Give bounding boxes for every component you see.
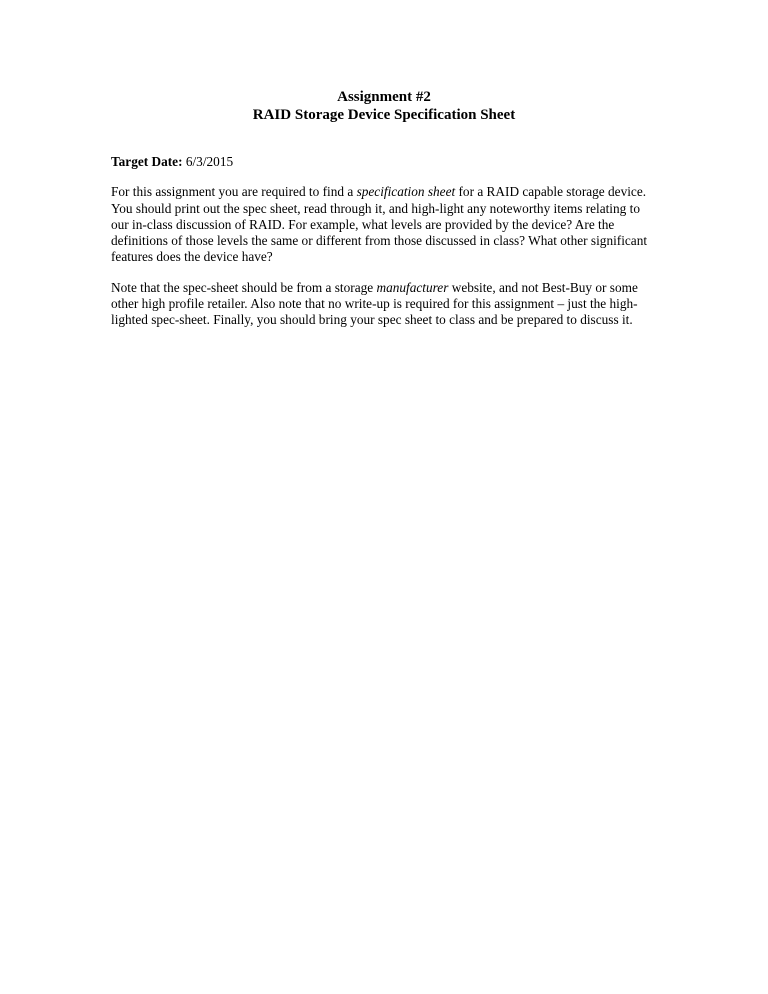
title-line-subject: RAID Storage Device Specification Sheet <box>252 107 516 123</box>
notes-paragraph <box>111 280 659 329</box>
notes-text-2: website, and not Best-Buy or some other high profile retailer. Also note that no write-up is required for this assignment – just the high-lighted spec-sheet. Finally, you should bring your spec sheet to class and be prepared to discuss it. <box>111 279 638 328</box>
title-line-assignment: Assignment #2 <box>337 89 431 105</box>
target-date-line <box>111 154 659 170</box>
document-title <box>0 88 768 124</box>
instructions-text-2: for a RAID capable storage device. You should print out the spec sheet, read through it, and high-light any noteworthy items relating to our in-class discussion of RAID. For example, what levels are provided by the device? Are the definitions of those levels the same or different from those discussed in class? What other significant features does the device have? <box>111 184 648 265</box>
notes-text-1: Note that the spec-sheet should be from a storage <box>111 279 377 295</box>
target-date-value: 6/3/2015 <box>185 154 234 169</box>
instructions-emphasis: specification sheet <box>356 184 456 200</box>
instructions-paragraph <box>111 184 659 265</box>
notes-emphasis: manufacturer <box>376 279 449 295</box>
instructions-text-1: For this assignment you are required to find a <box>111 184 357 200</box>
target-date-label: Target Date: <box>111 154 183 169</box>
document-body <box>111 154 659 343</box>
